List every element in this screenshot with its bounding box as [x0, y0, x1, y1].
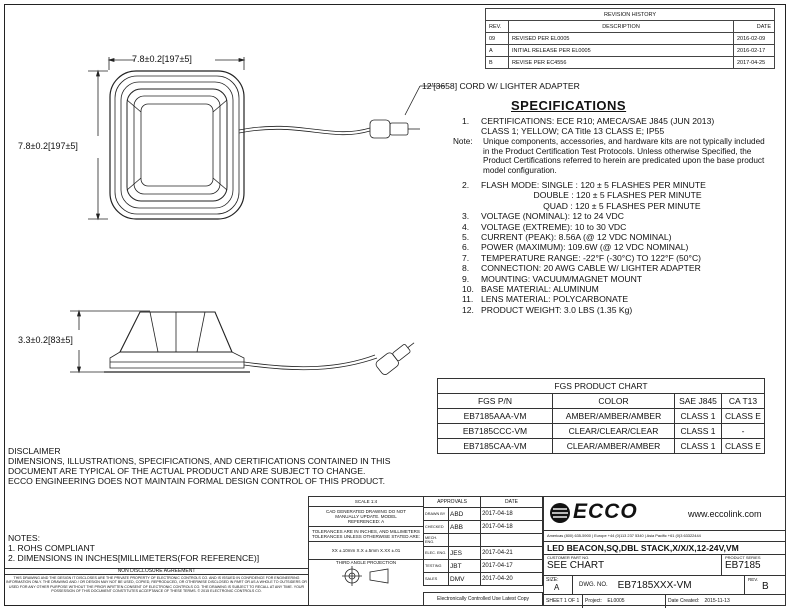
side-height-dimension: 3.3±0.2[83±5]: [18, 335, 73, 345]
desc-col-header: DESCRIPTION: [509, 21, 734, 33]
approvals-table: APPROVALS DATE DRAWN BY ABD 2017-04-18 CHECKED ABB 2017-04-18 MECH. ENG. ELEC. ENG. JES 2017-04-21 TESTING JBT 2017-04-17 SALES DMV 2017-04-20: [423, 496, 543, 586]
project-label: Project:: [585, 598, 602, 604]
spec-item: 11. LENS MATERIAL: POLYCARBONATE: [462, 294, 629, 305]
table-row: EB7185CAA-VM CLEAR/AMBER/AMBER CLASS 1 CLASS E: [438, 439, 765, 454]
revision: B: [762, 581, 769, 592]
drawing-number: EB7185XXX-VM: [617, 579, 692, 591]
disclaimer-line: DOCUMENT ARE TYPICAL OF THE ACTUAL PRODUCT AND ARE SUBJECT TO CHANGE.: [8, 466, 366, 476]
dwg-label: DWG. NO.: [579, 582, 608, 588]
spec-item: 8. CONNECTION: 20 AWG CABLE W/ LIGHTER ADAPTER: [462, 263, 701, 274]
notes: [8, 533, 259, 564]
rev-label: REV.: [748, 577, 759, 582]
revision-desc: REVISE PER EC4556: [509, 57, 734, 69]
date-col-header: DATE: [734, 21, 775, 33]
company-block: [543, 496, 786, 606]
product-title: LED BEACON,SQ,DBL STACK,X/X/X,12-24V,VM: [544, 542, 785, 555]
table-row: EB7185AAA-VM AMBER/AMBER/AMBER CLASS 1 CLASS E: [438, 409, 765, 424]
tolerance-values: XX ±.10mm X.X ±.5mm X.XX ±.01: [309, 542, 423, 560]
height-dimension: 7.8±0.2[197±5]: [18, 141, 78, 151]
spec-item: 7. TEMPERATURE RANGE: -22°F (-30°C) TO 122°F (50°C): [462, 252, 702, 263]
cad-note: CAD GENERATED DRAWING DO NOT MANUALLY UPDATE. MODEL REFERENCED: A: [309, 507, 423, 527]
spec-item: 4. VOLTAGE (EXTREME): 10 to 30 VDC: [462, 221, 627, 232]
revision-rev: B: [486, 57, 509, 69]
spec-item: DOUBLE : 120 ± 5 FLASHES PER MINUTE: [481, 190, 702, 201]
cord-label: 12'[3658] CORD W/ LIGHTER ADAPTER: [422, 81, 580, 91]
notes-title: NOTES:: [8, 533, 40, 543]
spec-item: 5. CURRENT (PEAK): 8.56A (@ 12 VDC NOMINAL): [462, 232, 672, 243]
table-row: EB7185CCC-VM CLEAR/CLEAR/CLEAR CLASS 1 -: [438, 424, 765, 439]
disclaimer: [8, 446, 468, 486]
project: EL0005: [607, 598, 625, 604]
ecco-logo-icon: [549, 502, 571, 524]
approvals-header: APPROVALS: [424, 497, 481, 508]
date-created-label: Date Created:: [668, 598, 700, 604]
customer-part-label: CUSTOMER PART NO.: [547, 555, 590, 560]
spec-item: 3. VOLTAGE (NOMINAL): 12 to 24 VDC: [462, 211, 624, 222]
product-series: EB7185: [725, 560, 761, 571]
spec-item: CLASS 1; YELLOW; CA Title 13 CLASS E; IP55: [481, 126, 665, 137]
size: A: [554, 583, 560, 592]
revision-history-title: REVISION HISTORY: [486, 9, 775, 21]
website: www.eccolink.com: [688, 509, 762, 519]
spec-item: 12. PRODUCT WEIGHT: 3.0 LBS (1.35 Kg): [462, 304, 633, 315]
revision-desc: INITIAL RELEASE PER EL0005: [509, 45, 734, 57]
tolerance-block: [308, 496, 423, 606]
disclaimer-line: DIMENSIONS, ILLUSTRATIONS, SPECIFICATIONS, AND CERTIFICATIONS CONTAINED IN THIS: [8, 456, 391, 466]
contacts: Americas (800) 635-5900 | Europe +44 (0)113 237 5340 | Asia Pacific +61 (0)3 63322444: [544, 531, 785, 542]
third-angle-projection-icon: [336, 565, 396, 587]
spec-item: 2. FLASH MODE: SINGLE : 120 ± 5 FLASHES PER MINUTE: [462, 180, 706, 190]
nda-text: THIS DRAWING AND THE DESIGN IT DISCLOSES ARE THE PRIVATE PROPERTY OF ELECTRONIC CONTROLS CO. AND IS ISSUED IN CONFIDENCE FOR ENGINEERING INFORMATION ONLY. THE DRAWING AND / OR DESIGN MAY NOT BE USED, COPIED, REPRODUCED, OR OTHERWISE DISCLOSED IN PART OR AS A WHOLE TO OUTSIDERS OR USED FOR ANY OTHER PURPOSE WITHOUT THE PRIOR WRITTEN CONSENT OF ELECTRONIC CONTROLS CO. THE DRAWING IS SUBJECT TO RECALL AT ANY TIME. YOUR POSSESSION OF THIS DOCUMENT CONSTITUTES ACCEPTANCE OF THESE TERMS. © 2015 ELECTRONIC CONTROLS CO.: [6, 576, 307, 593]
fgs-header: CA T13: [722, 394, 765, 409]
fgs-header: COLOR: [553, 394, 675, 409]
tolerance-note: TOLERANCES ARE IN INCHES, AND MILLIMETERS TOLERANCES UNLESS OTHERWISE STATED ARE:: [309, 527, 423, 542]
revision-desc: REVISED PER EL0005: [509, 33, 734, 45]
revision-rev: A: [486, 45, 509, 57]
disclaimer-title: DISCLAIMER: [8, 446, 61, 456]
spec-item: 1. CERTIFICATIONS: ECE R10; AMECA/SAE J845 (JUN 2013): [462, 116, 715, 126]
fgs-chart-title: FGS PRODUCT CHART: [438, 379, 765, 394]
fgs-header: FGS P/N: [438, 394, 553, 409]
date-header: DATE: [481, 497, 543, 508]
date-created: 2015-11-13: [704, 598, 730, 604]
customer-part: SEE CHART: [547, 560, 605, 571]
spec-note: Note: Unique components, accessories, and hardware kits are not typically included in the Product Certification Test Protocols. Unless otherwise Specified, the Product Certifications referred to herein are predicated upon the base product model configuration.: [453, 136, 765, 176]
controlled-note: Electronically Controlled Use Latest Copy: [423, 592, 543, 606]
scale: SCALE 1:4: [309, 497, 423, 507]
note-item: 2. DIMENSIONS IN INCHES[MILLIMETERS(FOR REFERENCE)]: [8, 553, 260, 564]
fgs-header: SAE J845: [675, 394, 722, 409]
fgs-product-chart: [437, 378, 765, 454]
disclaimer-line: ECCO ENGINEERING DOES NOT MAINTAIN FORMAL DESIGN CONTROL OF THIS PRODUCT.: [8, 476, 386, 486]
spec-item: QUAD : 120 ± 5 FLASHES PER MINUTE: [481, 200, 701, 211]
spec-item: 9. MOUNTING: VACUUM/MAGNET MOUNT: [462, 273, 643, 284]
nda-block: [5, 568, 308, 594]
projection-label: THIRD ANGLE PROJECTION: [335, 560, 397, 565]
sheet: SHEET 1 OF 1: [544, 595, 583, 608]
revision-date: 2016-02-17: [734, 45, 775, 57]
spec-item: 6. POWER (MAXIMUM): 109.6W (@ 12 VDC NOMINAL): [462, 242, 689, 253]
nda-title: NON DISCLOSURE AGREEMENT: [5, 569, 308, 575]
spec-item: 10. BASE MATERIAL: ALUMINUM: [462, 284, 599, 295]
revision-date: 2016-02-09: [734, 33, 775, 45]
ecco-logo-text: ECCO: [573, 500, 638, 523]
revision-rev: 09: [486, 33, 509, 45]
rev-col-header: REV.: [486, 21, 509, 33]
size-label: SIZE:: [546, 577, 559, 583]
product-series-label: PRODUCT SERIES: [725, 555, 761, 560]
revision-date: 2017-04-25: [734, 57, 775, 69]
specifications-list: [453, 116, 782, 315]
specifications-title: SPECIFICATIONS: [511, 98, 627, 113]
note-item: 1. ROHS COMPLIANT: [8, 543, 95, 554]
width-dimension: 7.8±0.2[197±5]: [132, 54, 192, 64]
